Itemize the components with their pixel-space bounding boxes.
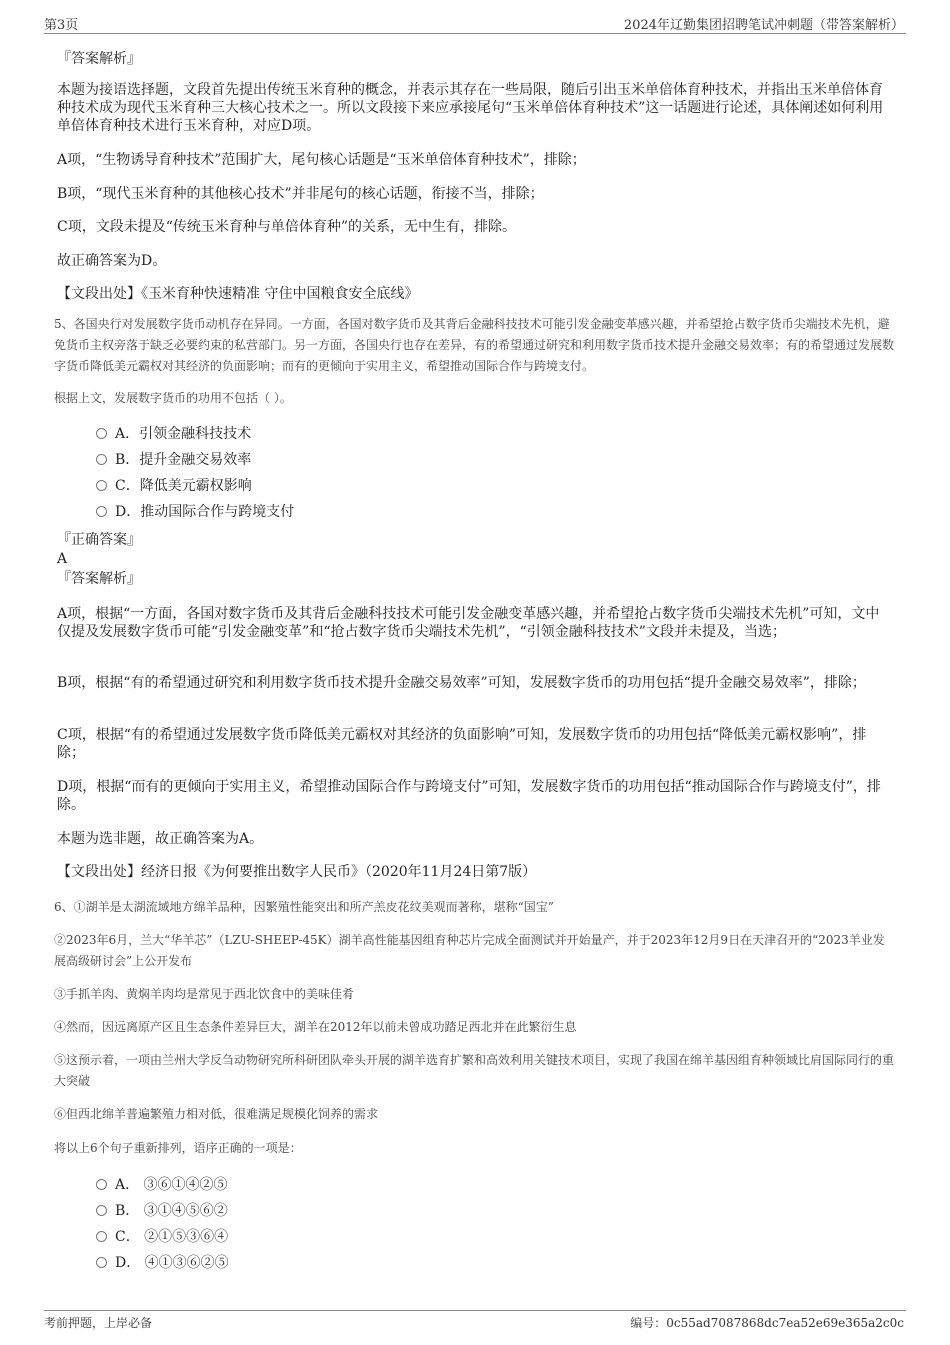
q6-sentence-1: 6、①湖羊是太湖流域地方绵羊品种，因繁殖性能突出和所产羔皮花纹美观而著称，堪称“国宝”: [54, 900, 554, 914]
q6-prompt: 将以上6个句子重新排列，语序正确的一项是：: [54, 1141, 302, 1155]
q4-analysis-c: C项，文段未提及“传统玉米育种与单倍体育种”的关系，无中生有，排除。: [57, 219, 517, 235]
q6-option-c-label: C． ②①⑤③⑥④: [115, 1229, 229, 1245]
q5-source: 【文段出处】经济日报《为何要推出数字人民币》（2020年11月24日第7版）: [57, 864, 537, 880]
footer-code: [630, 1314, 904, 1331]
q5-option-a-label: A．引领金融科技技术: [115, 426, 252, 442]
radio-icon[interactable]: [96, 506, 107, 517]
q6-option-d-label: D． ④①③⑥②⑤: [115, 1255, 229, 1271]
q6-option-b-label: B． ③①④⑤⑥②: [115, 1203, 228, 1219]
q5-analysis-b: B项，根据“有的希望通过研究和利用数字货币技术提升金融交易效率”可知，发展数字货币的功用包括“提升金融交易效率”，排除；: [57, 675, 866, 691]
q5-prompt: 根据上文，发展数字货币的功用不包括（ ）。: [54, 391, 292, 405]
footer-rule: [44, 1310, 906, 1311]
header-rule: [44, 33, 906, 34]
radio-icon[interactable]: [96, 428, 107, 439]
q6-sentence-5: ⑤这预示着，一项由兰州大学反刍动物研究所科研团队牵头开展的湖羊选育扩繁和高效利用关键技术项目，实现了我国在绵羊基因组育种领域比肩国际同行的重大突破: [54, 1053, 895, 1088]
q5-option-c[interactable]: [96, 477, 252, 495]
q5-answer: A: [57, 551, 68, 567]
q6-option-b[interactable]: [96, 1202, 228, 1220]
q5-option-c-label: C．降低美元霸权影响: [115, 478, 252, 494]
document-title: 2024年辽勤集团招聘笔试冲刺题（带答案解析）: [623, 18, 904, 33]
q5-option-b-label: B．提升金融交易效率: [115, 452, 252, 468]
q5-analysis-d: D项，根据“而有的更倾向于实用主义，希望推动国际合作与跨境支付”可知，发展数字货币的功用包括“推动国际合作与跨境支付”，排除。: [57, 779, 881, 813]
q5-stem: 5、各国央行对发展数字货币动机存在异同。一方面，各国对数字货币及其背后金融科技技术可能引发金融变革感兴趣，并希望抢占数字货币尖端技术先机，避免货币主权旁落于缺乏必要约束的私营部门。另一方面，各国央行也存在差异，有的希望通过研究和利用数字货币技术提升金融交易效率；有的希望通过发展数字货币降低美元霸权对其经济的负面影响；而有的更倾向于实用主义，希望推动国际合作与跨境支付。: [54, 317, 895, 373]
q6-sentence-6: ⑥但西北绵羊普遍繁殖力相对低，很难满足规模化饲养的需求: [54, 1107, 379, 1121]
radio-icon[interactable]: [96, 1205, 107, 1216]
q5-conclusion: 本题为选非题，故正确答案为A。: [57, 831, 264, 847]
q4-analysis-a: A项，“生物诱导育种技术”范围扩大，尾句核心话题是“玉米单倍体育种技术”，排除；: [57, 152, 586, 168]
q6-option-c[interactable]: [96, 1228, 228, 1246]
q5-analysis-label: 『答案解析』: [57, 571, 141, 587]
q4-conclusion: 故正确答案为D。: [57, 253, 167, 269]
q5-analysis-c: C项，根据“有的希望通过发展数字货币降低美元霸权对其经济的负面影响”可知，发展数字货币的功用包括“降低美元霸权影响”，排除；: [57, 727, 867, 761]
q4-source: 【文段出处】《玉米育种快速精准 守住中国粮食安全底线》: [57, 286, 419, 302]
q5-option-d-label: D．推动国际合作与跨境支付: [115, 504, 295, 520]
q6-sentence-4: ④然而，因远离原产区且生态条件差异巨大，湖羊在2012年以前未曾成功踏足西北并在此繁衍生息: [54, 1020, 577, 1034]
footer-slogan: 考前押题，上岸必备: [44, 1316, 153, 1330]
footer-code-label: 编号：: [630, 1316, 667, 1330]
q5-option-a[interactable]: [96, 425, 251, 443]
q6-option-d[interactable]: [96, 1254, 229, 1272]
radio-icon[interactable]: [96, 1179, 107, 1190]
q5-analysis-a: A项，根据“一方面，各国对数字货币及其背后金融科技技术可能引发金融变革感兴趣，并希望抢占数字货币尖端技术先机”可知，文中仅提及发展数字货币可能“引发金融变革”和“抢占数字货币尖端技术先机”，“引领金融科技技术”文段并未提及，当选；: [57, 606, 880, 640]
radio-icon[interactable]: [96, 1231, 107, 1242]
q6-sentence-2: ②2023年6月，兰大“华羊芯”（LZU-SHEEP-45K）湖羊高性能基因组育种芯片完成全面测试并开始量产，并于2023年12月9日在天津召开的“2023羊业发展高级研讨会”上公开发布: [54, 933, 885, 968]
q6-option-a[interactable]: [96, 1176, 228, 1194]
q4-analysis-intro: 本题为接语选择题，文段首先提出传统玉米育种的概念，并表示其存在一些局限，随后引出玉米单倍体育种技术，并指出玉米单倍体育种技术成为现代玉米育种三大核心技术之一。所以文段接下来应承接尾句“玉米单倍体育种技术”这一话题进行论述，具体阐述如何利用单倍体育种技术进行玉米育种，对应D项。: [57, 82, 884, 134]
q5-option-d[interactable]: [96, 503, 294, 521]
q5-option-b[interactable]: [96, 451, 251, 469]
page-number: 第3页: [44, 18, 79, 33]
radio-icon[interactable]: [96, 1257, 107, 1268]
q4-analysis-b: B项，“现代玉米育种的其他核心技术”并非尾句的核心话题，衔接不当，排除；: [57, 186, 544, 202]
footer-code-value: 0c55ad7087868dc7ea52e69e365a2c0c: [666, 1316, 904, 1330]
q5-answer-label: 『正确答案』: [57, 532, 141, 548]
radio-icon[interactable]: [96, 480, 107, 491]
radio-icon[interactable]: [96, 454, 107, 465]
q6-sentence-3: ③手抓羊肉、黄焖羊肉均是常见于西北饮食中的美味佳肴: [54, 987, 355, 1001]
q6-option-a-label: A． ③⑥①④②⑤: [115, 1177, 228, 1193]
q4-analysis-label: 『答案解析』: [57, 51, 141, 67]
